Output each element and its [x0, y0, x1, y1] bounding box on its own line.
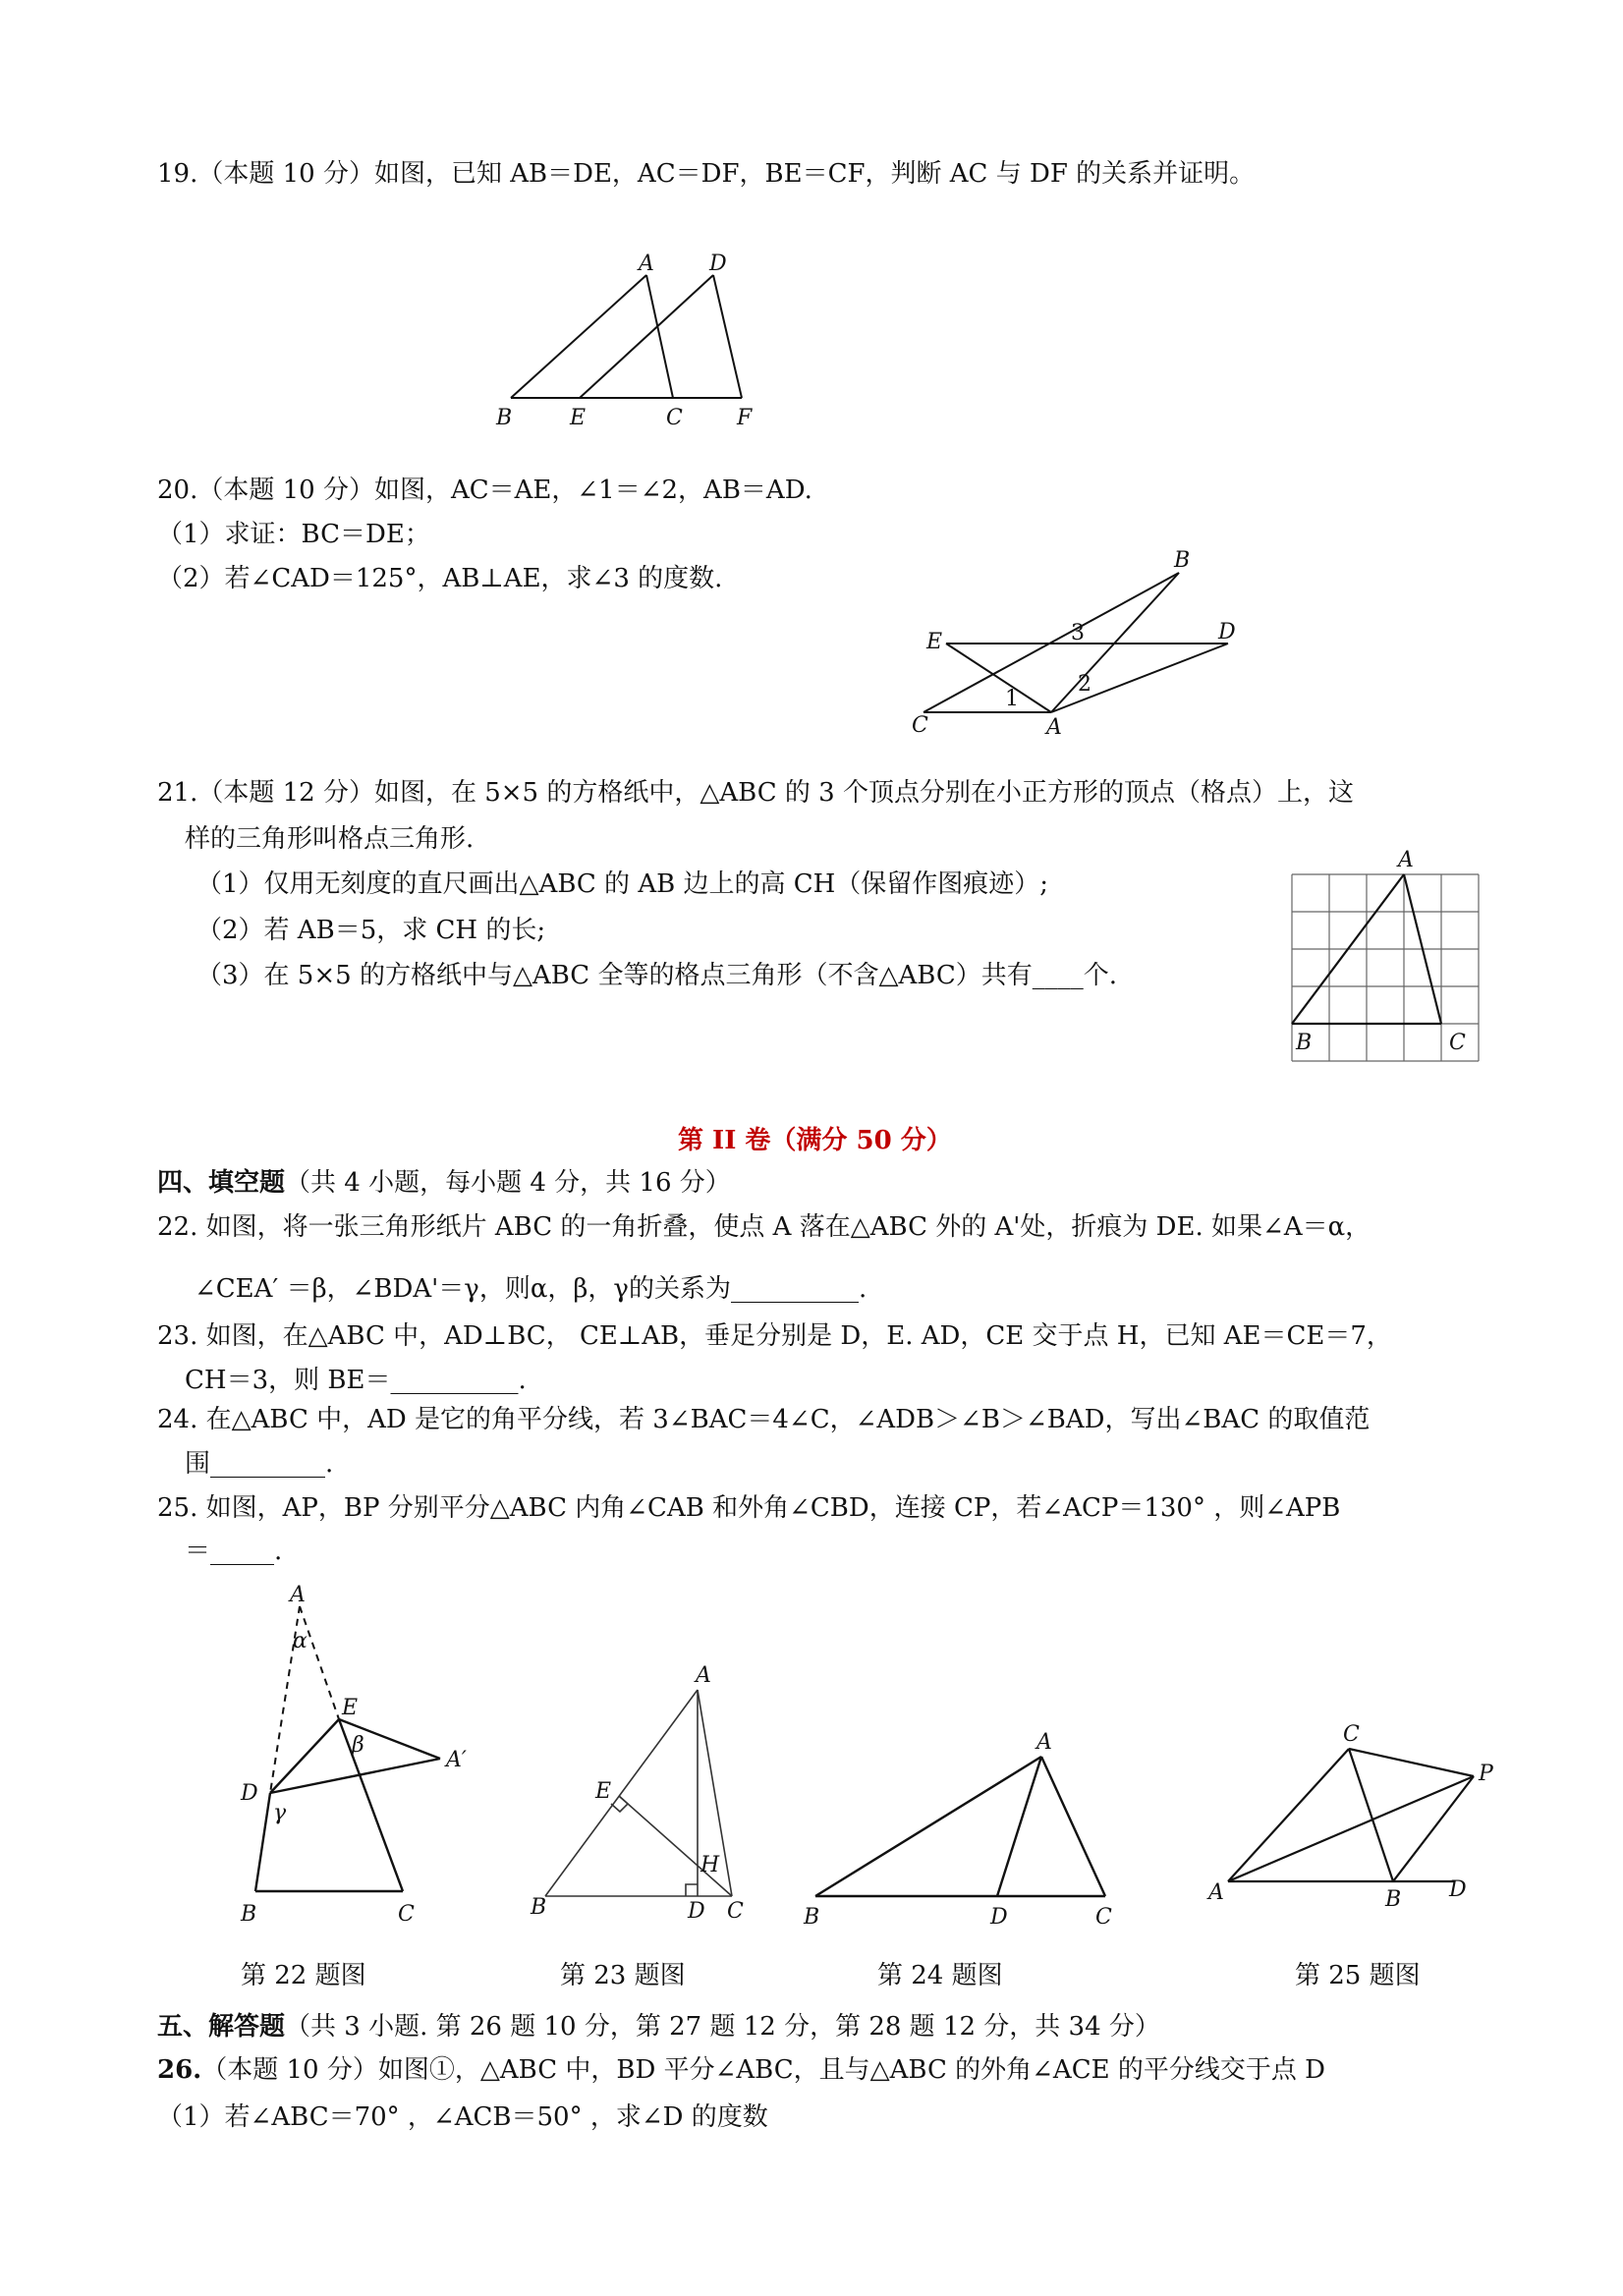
fig23-label-A: A	[696, 1663, 711, 1688]
q23-line2: CH＝3，则 BE＝__________.	[185, 1366, 527, 1395]
fig24-label-C: C	[1095, 1905, 1112, 1930]
fig25	[1194, 1714, 1508, 1931]
q26-number: 26.	[157, 2055, 202, 2085]
fig22-caption: 第 22 题图	[241, 1961, 366, 1990]
q20-angle-3: 3	[1071, 621, 1085, 645]
fig23	[521, 1660, 756, 1926]
fig23-caption: 第 23 题图	[560, 1961, 686, 1990]
q19-label-D: D	[709, 252, 727, 276]
q21-line2: 样的三角形叫格点三角形.	[185, 824, 475, 854]
fig22-label-D: D	[241, 1781, 258, 1806]
q21-part3: （3）在 5×5 的方格纸中与△ABC 全等的格点三角形（不含△ABC）共有____个.	[196, 961, 1117, 990]
q21-label-B: B	[1296, 1031, 1313, 1055]
q19-figure	[491, 246, 786, 432]
q20-label-C: C	[912, 713, 928, 738]
q22-line1: 22. 如图，将一张三角形纸片 ABC 的一角折叠，使点 A 落在△ABC 外的 A'处，折痕为 DE. 如果∠A＝α，	[157, 1212, 1371, 1242]
fig23-label-B: B	[531, 1895, 547, 1920]
q22-line2: ∠CEA′ ＝β，∠BDA'＝γ，则α，β，γ的关系为__________.	[195, 1274, 867, 1304]
fig24-caption: 第 24 题图	[877, 1961, 1003, 1990]
fig25-label-B: B	[1385, 1887, 1402, 1912]
fig22-label-beta: β	[352, 1733, 364, 1758]
q20-part1: （1）求证：BC＝DE；	[157, 520, 430, 549]
q21-label-A: A	[1398, 848, 1414, 872]
q25-line2: ＝_____.	[185, 1537, 283, 1566]
q20-label-A: A	[1046, 715, 1062, 740]
q21-label-C: C	[1449, 1031, 1466, 1055]
q20-label-E: E	[926, 630, 943, 654]
q20-angle-1: 1	[1005, 687, 1019, 711]
section5-title: 五、解答题	[157, 2012, 286, 2042]
q19-label-E: E	[570, 406, 587, 430]
q19-label-C: C	[666, 406, 683, 430]
q23-line1: 23. 如图，在△ABC 中，AD⊥BC， CE⊥AB，垂足分别是 D，E. AD，CE 交于点 H，已知 AE＝CE＝7，	[157, 1321, 1392, 1351]
fig23-label-C: C	[727, 1899, 744, 1924]
q26-text	[157, 2053, 1325, 2087]
q19-label-B: B	[496, 406, 513, 430]
fig25-caption: 第 25 题图	[1295, 1961, 1421, 1990]
fig25-label-A: A	[1208, 1880, 1224, 1905]
fig22-label-Aprime: A′	[446, 1748, 467, 1772]
q20-label-D: D	[1218, 620, 1236, 644]
fig22-label-alpha: α	[293, 1629, 308, 1653]
q26-part1: （1）若∠ABC＝70° ，∠ACB＝50° ，求∠D 的度数	[157, 2102, 768, 2132]
fig24-label-D: D	[990, 1905, 1008, 1930]
q20-figure	[909, 545, 1253, 742]
q24-line1: 24. 在△ABC 中，AD 是它的角平分线，若 3∠BAC＝4∠C，∠ADB＞∠B＞∠BAD，写出∠BAC 的取值范	[157, 1405, 1371, 1434]
section4-detail: （共 4 小题，每小题 4 分，共 16 分）	[285, 1168, 731, 1198]
fig22-label-gamma: γ	[273, 1801, 287, 1825]
fig24-label-A: A	[1036, 1730, 1052, 1755]
q21-grid-figure	[1282, 845, 1498, 1081]
fig24	[796, 1719, 1120, 1935]
q20-text: 20.（本题 10 分）如图，AC＝AE，∠1＝∠2，AB＝AD.	[157, 476, 812, 505]
section4-heading	[157, 1162, 731, 1199]
q20-label-B: B	[1174, 548, 1191, 573]
q25-line1: 25. 如图，AP，BP 分别平分△ABC 内角∠CAB 和外角∠CBD，连接 CP，若∠ACP＝130° ，则∠APB	[157, 1493, 1341, 1523]
fig23-label-E: E	[595, 1779, 612, 1804]
q26-line1: （本题 10 分）如图①，△ABC 中，BD 平分∠ABC，且与△ABC 的外角∠ACE 的平分线交于点 D	[201, 2055, 1325, 2085]
q20-angle-2: 2	[1078, 672, 1091, 697]
section5-heading	[157, 2006, 1160, 2043]
q19-label-A: A	[639, 252, 654, 276]
fig23-label-H: H	[700, 1853, 720, 1877]
q19-text: 19.（本题 10 分）如图，已知 AB＝DE，AC＝DF，BE＝CF，判断 AC 与 DF 的关系并证明。	[157, 159, 1256, 189]
q21-part1: （1）仅用无刻度的直尺画出△ABC 的 AB 边上的高 CH（保留作图痕迹）;	[196, 869, 1049, 899]
fig22-label-B: B	[241, 1902, 257, 1927]
fig24-label-B: B	[804, 1905, 820, 1930]
q19-label-F: F	[737, 406, 753, 430]
section5-detail: （共 3 小题. 第 26 题 10 分，第 27 题 12 分，第 28 题 12 分，共 34 分）	[285, 2012, 1160, 2042]
fig25-label-D: D	[1449, 1877, 1467, 1902]
q20-part2: （2）若∠CAD＝125°，AB⊥AE，求∠3 的度数.	[157, 564, 723, 593]
fig22-label-C: C	[398, 1902, 415, 1927]
q21-line1: 21.（本题 12 分）如图，在 5×5 的方格纸中，△ABC 的 3 个顶点分别在小正方形的顶点（格点）上，这	[157, 778, 1354, 808]
fig25-label-P: P	[1479, 1762, 1493, 1786]
q24-line2: 围_________.	[185, 1449, 334, 1479]
fig25-label-C: C	[1343, 1722, 1360, 1747]
fig22	[226, 1582, 491, 1935]
fig22-label-E: E	[342, 1696, 359, 1720]
section4-title: 四、填空题	[157, 1168, 286, 1198]
fig22-label-A: A	[290, 1583, 306, 1607]
fig23-label-D: D	[688, 1899, 705, 1924]
q21-part2: （2）若 AB＝5，求 CH 的长;	[196, 916, 546, 945]
part2-title: 第 II 卷（满分 50 分）	[678, 1126, 952, 1155]
